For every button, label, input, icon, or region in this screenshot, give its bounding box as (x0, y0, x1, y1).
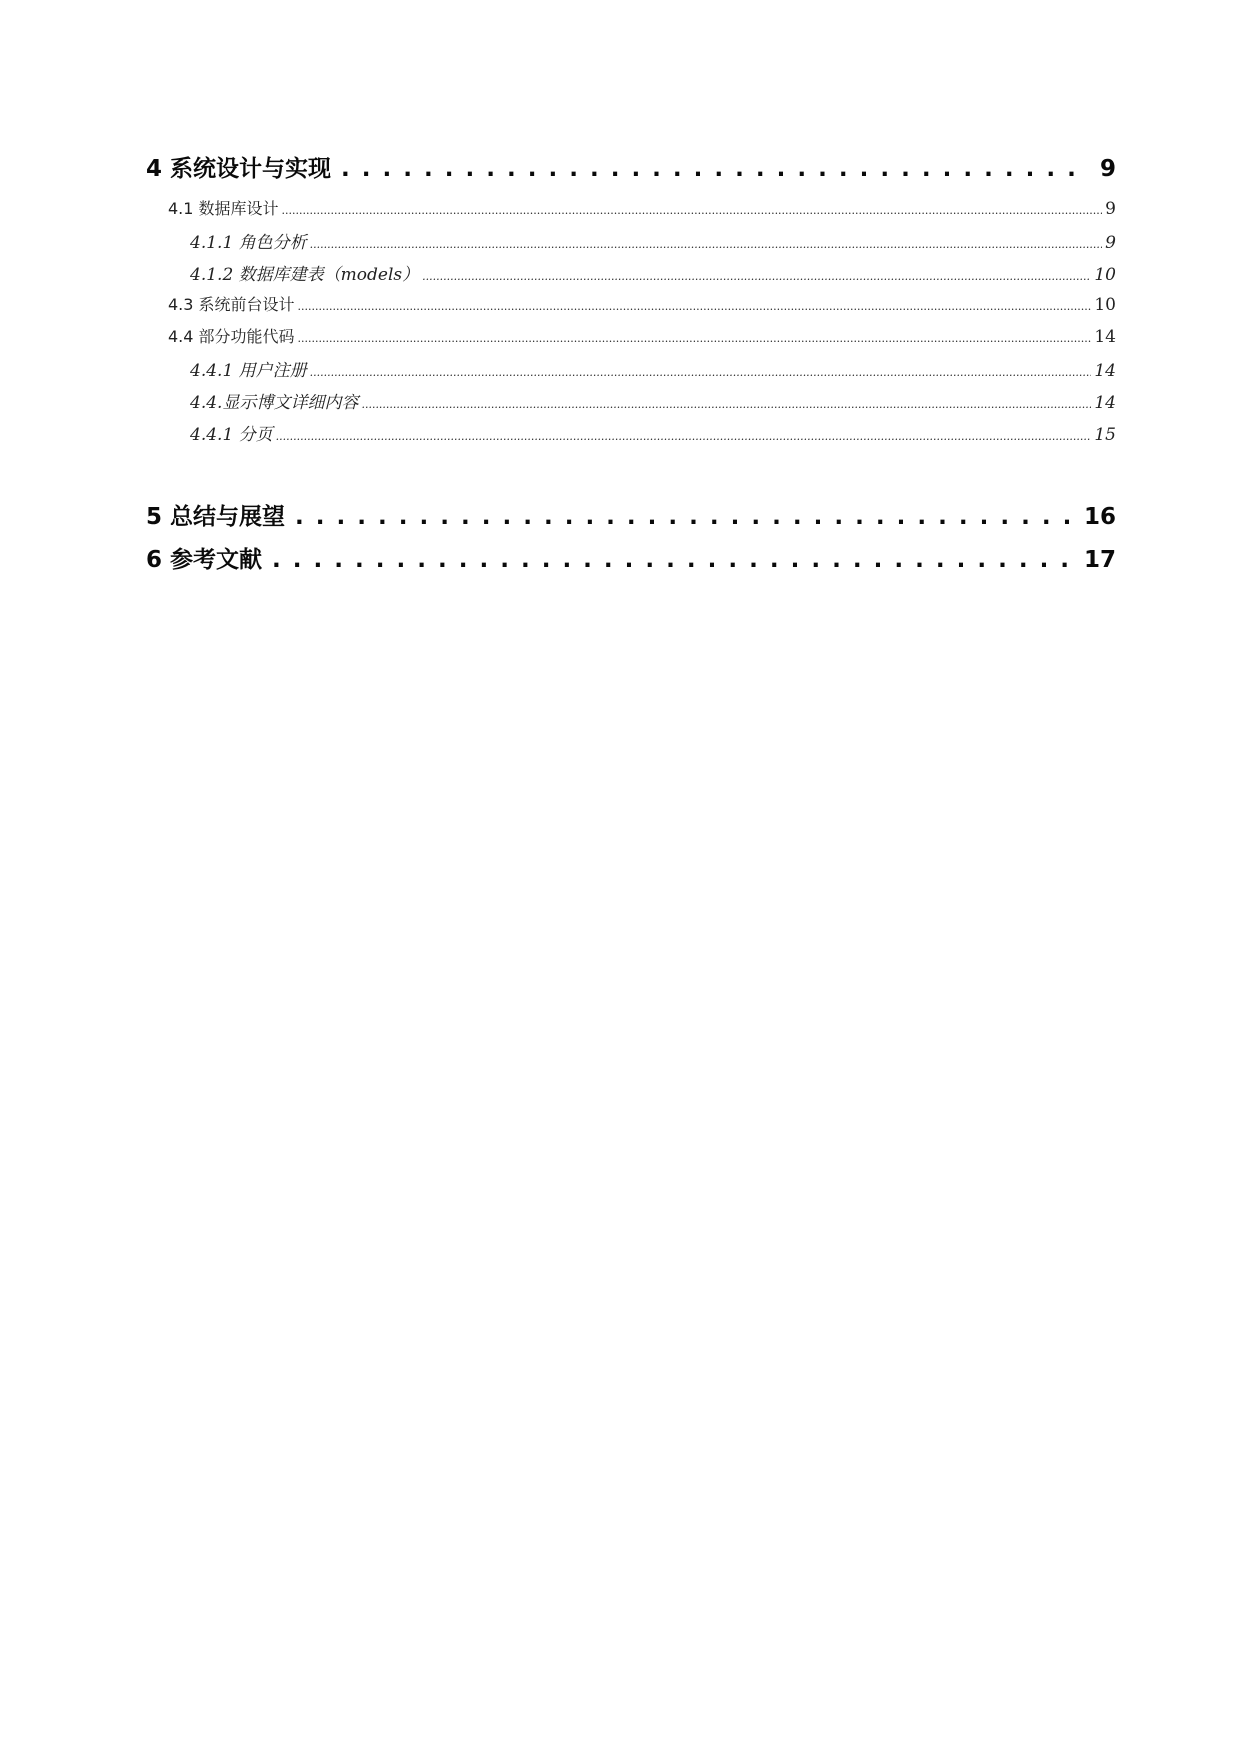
toc-page-number: 9 (1105, 233, 1116, 253)
toc-dot-leader (276, 425, 1092, 445)
toc-entry-label: 4.4.显示博文详细内容 (190, 393, 359, 413)
toc-page-number: 16 (1083, 504, 1116, 530)
toc-entry-label: 4.1 数据库设计 (168, 199, 279, 218)
toc-dot-leader (361, 393, 1091, 413)
toc-entry-label: 4.1.1 角色分析 (190, 233, 307, 253)
toc-dot-leader (298, 295, 1092, 315)
toc-page-number: 10 (1094, 265, 1116, 285)
toc-dot-leader (341, 156, 1090, 182)
toc-page-number: 10 (1094, 295, 1116, 315)
toc-page-number: 14 (1094, 393, 1116, 413)
toc-entry-label: 4.4.1 分页 (190, 425, 273, 445)
toc-page-number: 14 (1094, 361, 1116, 381)
toc-entry-chapter-5[interactable] (146, 498, 1116, 531)
toc-entry-label: 4.4.1 用户注册 (190, 361, 307, 381)
toc-entry-label: 6 参考文献 (146, 547, 263, 573)
toc-entry-label: 4.4 部分功能代码 (168, 327, 295, 346)
toc-entry-chapter-4[interactable] (146, 150, 1116, 183)
toc-entry-4-1[interactable] (168, 196, 1116, 219)
toc-entry-label: 4 系统设计与实现 (146, 156, 332, 182)
toc-page-number: 17 (1083, 547, 1116, 573)
toc-page-number: 9 (1105, 199, 1116, 219)
toc-entry-label: 4.1.2 数据库建表（models） (190, 265, 420, 285)
toc-entry-chapter-6[interactable] (146, 541, 1116, 574)
toc-dot-leader (298, 327, 1092, 347)
toc-page-number: 9 (1099, 156, 1116, 182)
toc-entry-4-4-detail[interactable] (190, 388, 1116, 413)
toc-dot-leader (295, 504, 1074, 530)
toc-dot-leader (310, 361, 1092, 381)
toc-entry-4-4-1[interactable] (190, 356, 1116, 381)
toc-page-number: 15 (1094, 425, 1116, 445)
toc-dot-leader (282, 199, 1103, 219)
toc-entry-label: 5 总结与展望 (146, 504, 286, 530)
toc-dot-leader (422, 265, 1091, 285)
toc-entry-4-1-2[interactable] (190, 260, 1116, 285)
toc-entry-4-1-1[interactable] (190, 228, 1116, 253)
toc-dot-leader (310, 233, 1103, 253)
toc-page-number: 14 (1094, 327, 1116, 347)
toc-entry-4-4-pagination[interactable] (190, 420, 1116, 445)
toc-entry-label: 4.3 系统前台设计 (168, 295, 295, 314)
toc-entry-4-3[interactable] (168, 292, 1116, 315)
toc-entry-4-4[interactable] (168, 324, 1116, 347)
toc-dot-leader (272, 547, 1074, 573)
